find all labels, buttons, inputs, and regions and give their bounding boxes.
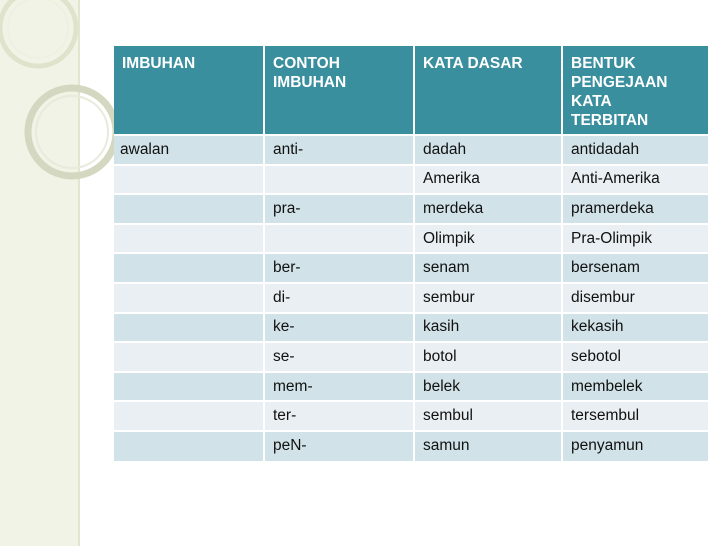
header-kata-dasar: KATA DASAR bbox=[414, 46, 562, 135]
table-row bbox=[114, 342, 708, 372]
table-body bbox=[114, 135, 708, 461]
table-row bbox=[114, 224, 708, 254]
bentuk-terbitan-cell: kekasih bbox=[562, 313, 708, 343]
affix-table bbox=[114, 46, 708, 461]
imbuhan-cell bbox=[114, 313, 264, 343]
imbuhan-cell: awalan bbox=[114, 135, 264, 165]
table-row bbox=[114, 283, 708, 313]
kata-dasar-cell: kasih bbox=[414, 313, 562, 343]
table-row bbox=[114, 194, 708, 224]
table-row bbox=[114, 431, 708, 461]
imbuhan-cell bbox=[114, 253, 264, 283]
header-imbuhan: IMBUHAN bbox=[114, 46, 264, 135]
bentuk-terbitan-cell: disembur bbox=[562, 283, 708, 313]
kata-dasar-cell: belek bbox=[414, 372, 562, 402]
contoh-imbuhan-cell: ter- bbox=[264, 401, 414, 431]
imbuhan-cell bbox=[114, 372, 264, 402]
kata-dasar-cell: samun bbox=[414, 431, 562, 461]
contoh-imbuhan-cell: peN- bbox=[264, 431, 414, 461]
contoh-imbuhan-cell: mem- bbox=[264, 372, 414, 402]
kata-dasar-cell: sembul bbox=[414, 401, 562, 431]
kata-dasar-cell: sembur bbox=[414, 283, 562, 313]
contoh-imbuhan-cell bbox=[264, 165, 414, 195]
kata-dasar-cell: merdeka bbox=[414, 194, 562, 224]
kata-dasar-cell: senam bbox=[414, 253, 562, 283]
contoh-imbuhan-cell: anti- bbox=[264, 135, 414, 165]
table-row bbox=[114, 372, 708, 402]
kata-dasar-cell: Amerika bbox=[414, 165, 562, 195]
imbuhan-cell bbox=[114, 401, 264, 431]
contoh-imbuhan-cell: ke- bbox=[264, 313, 414, 343]
imbuhan-cell bbox=[114, 194, 264, 224]
bentuk-terbitan-cell: Anti-Amerika bbox=[562, 165, 708, 195]
bentuk-terbitan-cell: bersenam bbox=[562, 253, 708, 283]
table-row bbox=[114, 253, 708, 283]
bentuk-terbitan-cell: Pra-Olimpik bbox=[562, 224, 708, 254]
header-bentuk-pengejaan: BENTUK PENGEJAAN KATA TERBITAN bbox=[562, 46, 708, 135]
imbuhan-cell bbox=[114, 165, 264, 195]
bentuk-terbitan-cell: tersembul bbox=[562, 401, 708, 431]
contoh-imbuhan-cell bbox=[264, 224, 414, 254]
table-row bbox=[114, 135, 708, 165]
kata-dasar-cell: Olimpik bbox=[414, 224, 562, 254]
header-contoh-imbuhan: CONTOH IMBUHAN bbox=[264, 46, 414, 135]
kata-dasar-cell: dadah bbox=[414, 135, 562, 165]
contoh-imbuhan-cell: se- bbox=[264, 342, 414, 372]
contoh-imbuhan-cell: ber- bbox=[264, 253, 414, 283]
bentuk-terbitan-cell: pramerdeka bbox=[562, 194, 708, 224]
table-header-row bbox=[114, 46, 708, 135]
bentuk-terbitan-cell: membelek bbox=[562, 372, 708, 402]
bentuk-terbitan-cell: antidadah bbox=[562, 135, 708, 165]
contoh-imbuhan-cell: pra- bbox=[264, 194, 414, 224]
imbuhan-cell bbox=[114, 342, 264, 372]
bentuk-terbitan-cell: sebotol bbox=[562, 342, 708, 372]
imbuhan-cell bbox=[114, 283, 264, 313]
table-row bbox=[114, 165, 708, 195]
imbuhan-cell bbox=[114, 431, 264, 461]
table-row bbox=[114, 313, 708, 343]
bentuk-terbitan-cell: penyamun bbox=[562, 431, 708, 461]
kata-dasar-cell: botol bbox=[414, 342, 562, 372]
imbuhan-cell bbox=[114, 224, 264, 254]
contoh-imbuhan-cell: di- bbox=[264, 283, 414, 313]
table-row bbox=[114, 401, 708, 431]
